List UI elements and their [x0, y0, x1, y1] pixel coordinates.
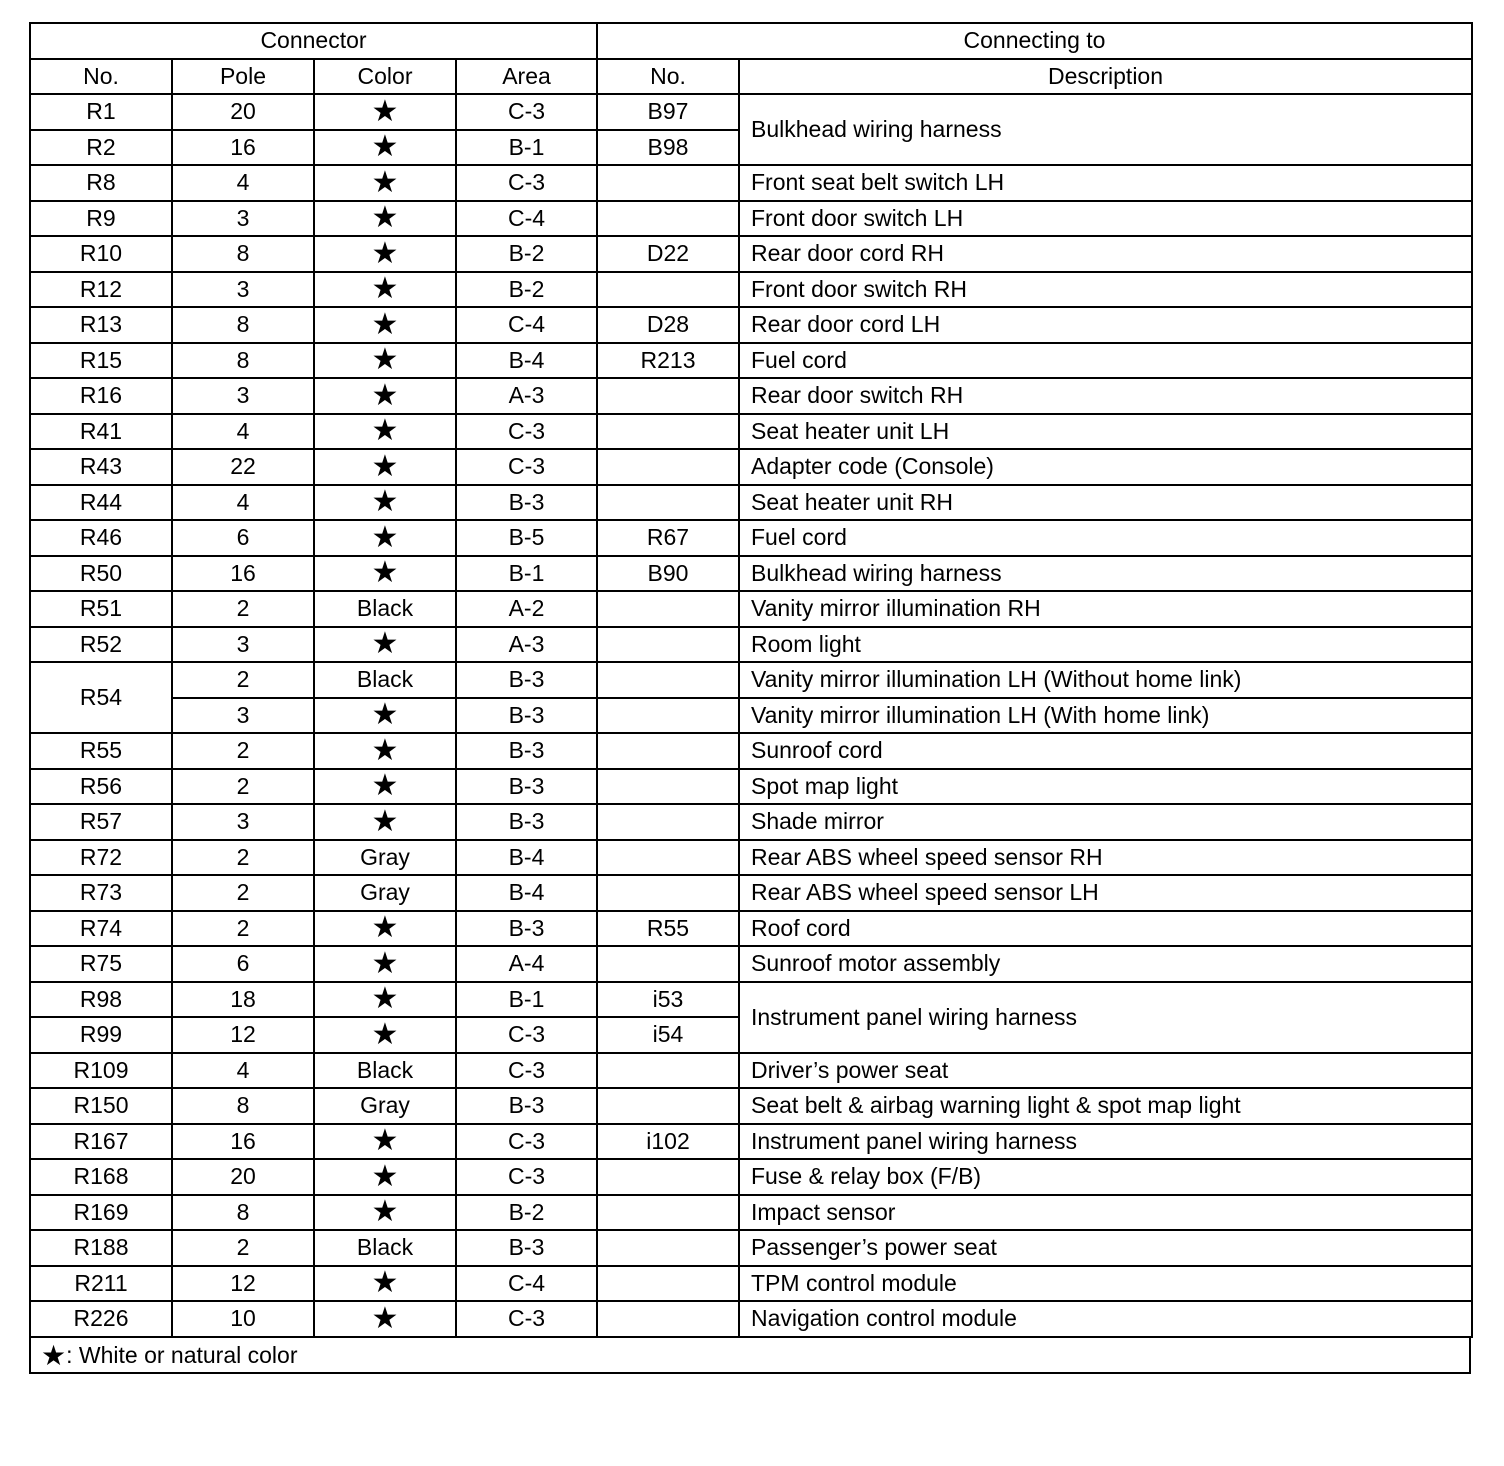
connector-group-header: Connector	[30, 23, 597, 59]
connecting-to-no: D28	[597, 307, 739, 343]
connector-color: ★	[314, 272, 456, 308]
table-row	[30, 1159, 1472, 1195]
col-header-color: Color	[314, 59, 456, 95]
connecting-description: Shade mirror	[739, 804, 1472, 840]
connecting-description: Bulkhead wiring harness	[739, 94, 1472, 165]
connector-no: R50	[30, 556, 172, 592]
connecting-description: Passenger’s power seat	[739, 1230, 1472, 1266]
table-row	[30, 378, 1472, 414]
connecting-to-no	[597, 591, 739, 627]
connector-pole: 2	[172, 911, 314, 947]
connecting-to-no: B98	[597, 130, 739, 166]
connector-color: ★	[314, 733, 456, 769]
connector-area: B-1	[456, 130, 597, 166]
connecting-to-no	[597, 485, 739, 521]
connector-color: ★	[314, 946, 456, 982]
connector-color: ★	[314, 1159, 456, 1195]
connector-area: B-3	[456, 1088, 597, 1124]
connecting-description: Navigation control module	[739, 1301, 1472, 1337]
connector-no: R10	[30, 236, 172, 272]
table-row	[30, 236, 1472, 272]
connector-area: C-3	[456, 165, 597, 201]
connector-pole: 16	[172, 130, 314, 166]
connecting-description: Rear ABS wheel speed sensor RH	[739, 840, 1472, 876]
connector-pole: 6	[172, 520, 314, 556]
connecting-description: Sunroof motor assembly	[739, 946, 1472, 982]
connecting-to-no	[597, 1088, 739, 1124]
connector-no: R16	[30, 378, 172, 414]
connector-pole: 3	[172, 201, 314, 237]
connector-area: C-3	[456, 449, 597, 485]
table-row	[30, 1266, 1472, 1302]
connector-pole: 20	[172, 1159, 314, 1195]
table-row	[30, 1053, 1472, 1089]
connector-no: R74	[30, 911, 172, 947]
connecting-to-no	[597, 449, 739, 485]
connector-color: Gray	[314, 1088, 456, 1124]
connector-area: B-3	[456, 804, 597, 840]
connecting-to-group-header: Connecting to	[597, 23, 1472, 59]
connector-no: R98	[30, 982, 172, 1018]
connector-color: ★	[314, 449, 456, 485]
connecting-description: Room light	[739, 627, 1472, 663]
col-header-no: No.	[30, 59, 172, 95]
connecting-description: Instrument panel wiring harness	[739, 982, 1472, 1053]
connecting-to-no	[597, 1230, 739, 1266]
connector-color: ★	[314, 414, 456, 450]
connecting-description: Seat belt & airbag warning light & spot map light	[739, 1088, 1472, 1124]
connector-color: ★	[314, 1124, 456, 1160]
connecting-description: Vanity mirror illumination RH	[739, 591, 1472, 627]
connecting-to-no	[597, 272, 739, 308]
connector-area: B-3	[456, 1230, 597, 1266]
table-row	[30, 1124, 1472, 1160]
col-header-area: Area	[456, 59, 597, 95]
connecting-to-no	[597, 875, 739, 911]
connecting-description: Rear door switch RH	[739, 378, 1472, 414]
table-row	[30, 982, 1472, 1018]
connector-table	[29, 22, 1473, 1338]
connecting-description: Driver’s power seat	[739, 1053, 1472, 1089]
connector-pole: 2	[172, 769, 314, 805]
table-row	[30, 804, 1472, 840]
connector-no: R75	[30, 946, 172, 982]
connector-area: C-3	[456, 94, 597, 130]
connector-color: Black	[314, 1230, 456, 1266]
connector-no: R54	[30, 662, 172, 733]
connector-color: ★	[314, 982, 456, 1018]
connector-pole: 10	[172, 1301, 314, 1337]
connecting-to-no	[597, 804, 739, 840]
table-row	[30, 1230, 1472, 1266]
connector-no: R52	[30, 627, 172, 663]
connector-no: R211	[30, 1266, 172, 1302]
connecting-description: TPM control module	[739, 1266, 1472, 1302]
connector-pole: 3	[172, 804, 314, 840]
connector-pole: 2	[172, 1230, 314, 1266]
col-header-pole: Pole	[172, 59, 314, 95]
connecting-to-no	[597, 201, 739, 237]
connector-area: B-3	[456, 769, 597, 805]
connecting-to-no: R213	[597, 343, 739, 379]
table-row	[30, 1195, 1472, 1231]
connector-pole: 4	[172, 485, 314, 521]
connector-area: B-3	[456, 698, 597, 734]
connector-pole: 2	[172, 733, 314, 769]
table-row	[30, 520, 1472, 556]
connecting-to-no	[597, 946, 739, 982]
connecting-to-no: i54	[597, 1017, 739, 1053]
connector-color: ★	[314, 911, 456, 947]
connecting-to-no: i102	[597, 1124, 739, 1160]
connecting-to-no: B90	[597, 556, 739, 592]
connector-area: C-4	[456, 1266, 597, 1302]
connecting-to-no	[597, 414, 739, 450]
connector-pole: 8	[172, 1088, 314, 1124]
connector-list	[29, 22, 1471, 1374]
table-row	[30, 556, 1472, 592]
connector-area: B-5	[456, 520, 597, 556]
table-row	[30, 733, 1472, 769]
connector-pole: 2	[172, 662, 314, 698]
connector-color: ★	[314, 343, 456, 379]
connecting-to-no	[597, 1053, 739, 1089]
connecting-to-no	[597, 698, 739, 734]
connector-area: C-3	[456, 1053, 597, 1089]
table-row	[30, 94, 1472, 130]
table-row	[30, 165, 1472, 201]
connector-area: B-3	[456, 733, 597, 769]
connecting-description: Fuel cord	[739, 520, 1472, 556]
connector-color: ★	[314, 698, 456, 734]
connector-pole: 12	[172, 1017, 314, 1053]
legend-footer	[29, 1338, 1471, 1374]
connector-no: R73	[30, 875, 172, 911]
connector-area: B-2	[456, 236, 597, 272]
table-row	[30, 307, 1472, 343]
connecting-description: Roof cord	[739, 911, 1472, 947]
connector-color: ★	[314, 485, 456, 521]
connector-no: R109	[30, 1053, 172, 1089]
table-row	[30, 875, 1472, 911]
connecting-description: Impact sensor	[739, 1195, 1472, 1231]
connecting-description: Fuel cord	[739, 343, 1472, 379]
connector-no: R57	[30, 804, 172, 840]
connecting-to-no: B97	[597, 94, 739, 130]
table-row	[30, 272, 1472, 308]
connector-no: R46	[30, 520, 172, 556]
table-row	[30, 485, 1472, 521]
connector-color: ★	[314, 627, 456, 663]
connector-area: B-1	[456, 556, 597, 592]
connector-pole: 20	[172, 94, 314, 130]
connector-no: R72	[30, 840, 172, 876]
connector-area: B-3	[456, 485, 597, 521]
connector-color: ★	[314, 307, 456, 343]
connecting-to-no: D22	[597, 236, 739, 272]
connector-area: B-2	[456, 272, 597, 308]
connecting-to-no: R67	[597, 520, 739, 556]
connecting-to-no	[597, 1159, 739, 1195]
table-row	[30, 343, 1472, 379]
connector-no: R43	[30, 449, 172, 485]
connector-area: B-2	[456, 1195, 597, 1231]
connector-pole: 8	[172, 307, 314, 343]
connector-no: R12	[30, 272, 172, 308]
col-header-to-no: No.	[597, 59, 739, 95]
table-row	[30, 698, 1472, 734]
connector-no: R99	[30, 1017, 172, 1053]
table-row	[30, 662, 1472, 698]
star-icon: ★	[41, 1339, 67, 1371]
group-header-row	[30, 23, 1472, 59]
connector-pole: 8	[172, 343, 314, 379]
connecting-to-no	[597, 378, 739, 414]
connector-area: A-3	[456, 627, 597, 663]
connector-pole: 3	[172, 272, 314, 308]
connector-area: B-1	[456, 982, 597, 1018]
connector-no: R188	[30, 1230, 172, 1266]
connector-pole: 2	[172, 875, 314, 911]
connector-area: C-4	[456, 307, 597, 343]
table-row	[30, 911, 1472, 947]
connector-pole: 22	[172, 449, 314, 485]
connector-area: C-3	[456, 414, 597, 450]
connector-color: ★	[314, 556, 456, 592]
connector-pole: 12	[172, 1266, 314, 1302]
connector-area: B-4	[456, 343, 597, 379]
connector-pole: 3	[172, 627, 314, 663]
legend-text: : White or natural color	[66, 1341, 298, 1368]
connecting-description: Fuse & relay box (F/B)	[739, 1159, 1472, 1195]
table-row	[30, 1301, 1472, 1337]
connecting-to-no	[597, 662, 739, 698]
connector-area: C-4	[456, 201, 597, 237]
connector-area: C-3	[456, 1124, 597, 1160]
connecting-to-no	[597, 840, 739, 876]
connector-color: ★	[314, 201, 456, 237]
connector-area: C-3	[456, 1159, 597, 1195]
table-row	[30, 946, 1472, 982]
connecting-description: Sunroof cord	[739, 733, 1472, 769]
connecting-description: Rear ABS wheel speed sensor LH	[739, 875, 1472, 911]
connector-color: Black	[314, 1053, 456, 1089]
table-row	[30, 201, 1472, 237]
connector-pole: 3	[172, 698, 314, 734]
connector-color: ★	[314, 1017, 456, 1053]
connector-color: Gray	[314, 840, 456, 876]
connector-area: C-3	[456, 1301, 597, 1337]
connector-no: R1	[30, 94, 172, 130]
connector-no: R55	[30, 733, 172, 769]
table-row	[30, 840, 1472, 876]
connector-area: A-3	[456, 378, 597, 414]
connector-pole: 16	[172, 556, 314, 592]
connector-color: Black	[314, 591, 456, 627]
connecting-to-no	[597, 1266, 739, 1302]
connecting-description: Front seat belt switch LH	[739, 165, 1472, 201]
connector-pole: 8	[172, 1195, 314, 1231]
connector-color: ★	[314, 804, 456, 840]
connector-no: R13	[30, 307, 172, 343]
connector-color: ★	[314, 165, 456, 201]
connecting-to-no	[597, 1195, 739, 1231]
connecting-description: Rear door cord RH	[739, 236, 1472, 272]
connector-no: R9	[30, 201, 172, 237]
connector-pole: 4	[172, 165, 314, 201]
connector-color: ★	[314, 769, 456, 805]
connecting-to-no	[597, 733, 739, 769]
connecting-description: Spot map light	[739, 769, 1472, 805]
connector-no: R226	[30, 1301, 172, 1337]
connector-color: ★	[314, 520, 456, 556]
connector-area: C-3	[456, 1017, 597, 1053]
table-row	[30, 1088, 1472, 1124]
connecting-description: Adapter code (Console)	[739, 449, 1472, 485]
connector-no: R168	[30, 1159, 172, 1195]
connector-no: R167	[30, 1124, 172, 1160]
column-header-row	[30, 59, 1472, 95]
connector-no: R8	[30, 165, 172, 201]
connecting-to-no	[597, 627, 739, 663]
table-row	[30, 769, 1472, 805]
connector-color: ★	[314, 1195, 456, 1231]
connecting-description: Vanity mirror illumination LH (Without home link)	[739, 662, 1472, 698]
connector-no: R15	[30, 343, 172, 379]
connecting-to-no: i53	[597, 982, 739, 1018]
connector-color: ★	[314, 1301, 456, 1337]
connector-color: ★	[314, 1266, 456, 1302]
connector-color: ★	[314, 130, 456, 166]
connector-area: A-2	[456, 591, 597, 627]
table-row	[30, 449, 1472, 485]
connector-pole: 6	[172, 946, 314, 982]
connecting-to-no: R55	[597, 911, 739, 947]
connecting-to-no	[597, 165, 739, 201]
connector-area: B-4	[456, 840, 597, 876]
connector-no: R56	[30, 769, 172, 805]
table-row	[30, 414, 1472, 450]
connecting-to-no	[597, 769, 739, 805]
connector-no: R44	[30, 485, 172, 521]
connector-area: A-4	[456, 946, 597, 982]
table-row	[30, 627, 1472, 663]
connecting-description: Front door switch RH	[739, 272, 1472, 308]
connector-pole: 4	[172, 414, 314, 450]
connector-pole: 4	[172, 1053, 314, 1089]
connector-pole: 2	[172, 591, 314, 627]
connector-color: Gray	[314, 875, 456, 911]
connector-area: B-3	[456, 662, 597, 698]
connector-area: B-3	[456, 911, 597, 947]
connector-color: ★	[314, 236, 456, 272]
connector-no: R150	[30, 1088, 172, 1124]
connector-color: ★	[314, 378, 456, 414]
connector-no: R41	[30, 414, 172, 450]
connector-pole: 8	[172, 236, 314, 272]
connecting-description: Instrument panel wiring harness	[739, 1124, 1472, 1160]
connector-pole: 16	[172, 1124, 314, 1160]
col-header-description: Description	[739, 59, 1472, 95]
connecting-to-no	[597, 1301, 739, 1337]
connector-pole: 18	[172, 982, 314, 1018]
connecting-description: Bulkhead wiring harness	[739, 556, 1472, 592]
connecting-description: Seat heater unit RH	[739, 485, 1472, 521]
connector-area: B-4	[456, 875, 597, 911]
connecting-description: Front door switch LH	[739, 201, 1472, 237]
connecting-description: Seat heater unit LH	[739, 414, 1472, 450]
connector-pole: 2	[172, 840, 314, 876]
connector-no: R169	[30, 1195, 172, 1231]
connector-color: Black	[314, 662, 456, 698]
connector-no: R51	[30, 591, 172, 627]
connecting-description: Rear door cord LH	[739, 307, 1472, 343]
connector-color: ★	[314, 94, 456, 130]
connecting-description: Vanity mirror illumination LH (With home link)	[739, 698, 1472, 734]
connector-pole: 3	[172, 378, 314, 414]
table-row	[30, 591, 1472, 627]
connector-no: R2	[30, 130, 172, 166]
